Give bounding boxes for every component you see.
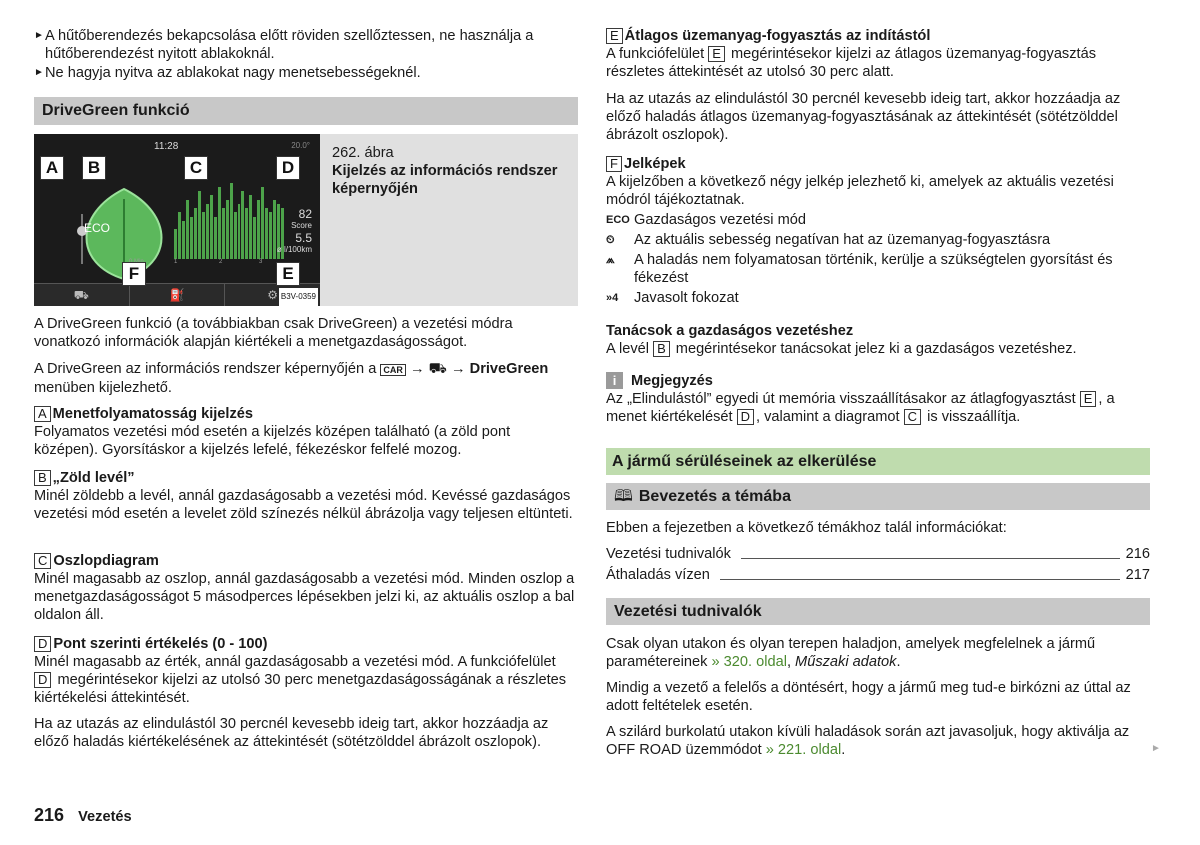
consumption-bar-chart [174,174,284,259]
toc-page[interactable]: 216 [1125,546,1150,562]
item-a [34,405,578,459]
tail-paragraph: Ha az utazás az elindulástól 30 percnél kevesebb ideig tart, akkor hozzáadja az előző haladás kiértékelésének az áttekintését (sötétzölddel ábrázolt oszlopok). [34,716,549,750]
item-text: megérintésekor kijelzi az utolsó 30 perc menetgazdaságosságának a részletes kiértékelési áttekintését. [34,672,567,706]
green-leaf-icon [64,184,174,284]
page-label: Vezetés [78,809,132,825]
chart-bar [218,187,221,259]
label-a: A [40,156,64,180]
chart-bar [265,208,268,259]
item-key: D [34,636,51,652]
chart-bar [178,212,181,259]
chart-bar [190,217,193,260]
symbol-row [606,211,1150,229]
label-d: D [276,156,300,180]
speedometer-icon: ⏲ [606,234,615,246]
item-text: Minél zöldebb a levél, annál gazdaságosabb a vezetési mód. Kevéssé gazdaságos vezetési mód esetén a levelet zöld színezés nélkül ábrázolja vagy teljesen eltünteti. [34,488,573,522]
para-text: Csak olyan utakon és olyan terepen haladjon, amelyek megfelelnek a jármű paramétereinek [606,636,1096,670]
consumption-value: 5.5 [295,231,312,245]
item-text: A kijelzőben a következő négy jelkép jelezhető ki, amelyek az aktuális vezetési módról tájékoztatnak. [606,174,1114,208]
bullet-item [34,64,578,82]
page-link[interactable]: » 221. oldal [765,742,842,758]
paragraph-1: Csak olyan utakon és olyan terepen haladjon, amelyek megfelelnek a jármű paramétereinek » 320. oldal, Műszaki adatok. [606,636,1096,670]
tips-block [606,322,1150,358]
chart-bar [230,183,233,260]
symbol-row [606,251,1150,287]
toc-label[interactable]: Vezetési tudnivalók [606,546,731,562]
chart-bar [257,200,260,260]
symbol-row [606,231,1150,249]
next-page-arrow-icon[interactable]: ► [1151,743,1161,754]
toc-page[interactable]: 217 [1125,567,1150,583]
item-d [34,635,578,707]
item-key: B [34,470,51,486]
chart-bar [206,204,209,259]
axis-label: 1 [174,259,178,265]
symbol-text: Javasolt fokozat [634,290,739,306]
item-key: A [34,406,51,422]
page-link[interactable]: » 320. oldal [711,654,787,670]
chart-bar [194,208,197,259]
para-text: A szilárd burkolatú utakon kívüli haladások során azt javasoljuk, hogy aktiválja az OFF ROAD üzemmódot [606,724,1130,758]
toc-leader [741,558,1120,559]
item-title: Oszlopdiagram [53,553,159,569]
toc-label[interactable]: Áthaladás vízen [606,567,710,583]
toc-row[interactable] [606,566,1150,584]
paragraph-3: A szilárd burkolatú utakon kívüli haladások során azt javasoljuk, hogy aktiválja az OFF ROAD üzemmódot » 221. oldal. [606,724,1130,758]
item-text: Minél magasabb az érték, annál gazdaságosabb a vezetési mód. A funkciófelület [34,654,556,670]
consumption-unit: ø l/100km [276,245,312,254]
tips-text: megérintésekor tanácsokat jelez ki a gazdaságos vezetéshez. [675,341,1077,357]
bullet-text: Ne hagyja nyitva az ablakokat nagy menetsebességeknél. [45,65,421,81]
item-key-inline: B [653,341,670,357]
chart-bar [226,200,229,260]
symbol-row [606,289,1150,307]
section-title-2: Vezetési tudnivalók [606,598,1150,625]
caption-text: Kijelzés az információs rendszer képernyőjén [332,163,558,197]
toc-row[interactable] [606,545,1150,563]
item-text: megérintésekor kijelzi az átlagos üzemanyag-fogyasztás részletes áttekintését az utolsó 30 perc alatt. [606,46,1096,80]
score-value: 82 [298,207,312,221]
toc-leader [720,579,1120,580]
label-e: E [276,262,300,286]
bullet-text: A hűtőberendezés bekapcsolása előtt röviden szellőztessen, ne használja a hűtőberendezést nyitott ablakoknál. [45,28,534,62]
chart-bar [269,212,272,259]
item-key-inline: E [1080,391,1097,407]
chart-bar [273,200,276,260]
item-c [34,552,578,624]
item-key: E [606,28,623,44]
item-title: „Zöld levél” [52,470,135,486]
label-f: F [122,262,146,286]
note-text: Az „Elindulástól” egyedi út memória visszaállításakor az átlagfogyasztást [606,391,1076,407]
item-key: C [34,553,51,569]
chart-bar [214,217,217,260]
chart-bar [241,191,244,259]
screen-button-bar [34,283,320,306]
caption-number: 262. ábra [332,145,394,161]
gear-recommendation-icon: »4 [606,292,619,304]
symbol-text: Gazdaságos vezetési mód [634,212,806,228]
chart-bar [198,191,201,259]
para-italic: Műszaki adatok [795,654,897,670]
chart-bar [186,200,189,260]
tips-title: Tanácsok a gazdaságos vezetéshez [606,323,854,339]
item-key-inline: C [904,409,921,425]
page-number: 216 [34,805,65,825]
item-b [34,469,578,523]
chart-bar [182,221,185,259]
path-text: A DriveGreen az információs rendszer képernyőjén a [34,361,377,377]
menu-name: DriveGreen [469,361,549,377]
settings-gear-icon[interactable]: ⚙ [267,288,279,302]
label-b: B [82,156,106,180]
clock-text: 11:28 [154,141,179,152]
item-text: Folyamatos vezetési mód esetén a kijelzés középen található (a zöld pont középen). Gyorsításkor a kijelzés lefelé, fékezéskor felfelé mozog. [34,424,511,458]
book-icon: 🕮 [614,488,633,505]
intro-title: Bevezetés a témába [638,488,791,505]
path-arrow: → ⛟ → [409,361,466,377]
bullet-item [34,27,578,63]
temperature-text: 20.0° [291,141,310,150]
label-c: C [184,156,208,180]
intro-paragraph-path [34,360,578,397]
chart-bar [261,187,264,259]
chart-bar [202,212,205,259]
bullet-arrow-icon: ► [34,67,44,78]
paragraph-2: Mindig a vezető a felelős a döntésért, hogy a jármű meg tud-e birkózni az úttal az adott feltételek esetén. [606,680,1131,714]
note-text: , a menet kiértékelését [606,391,1115,425]
chart-bar [222,208,225,259]
car-icon[interactable]: ⛟ [34,284,130,306]
note-text: is visszaállítja. [927,409,1021,425]
item-title: Jelképek [623,156,686,172]
item-key-inline: D [34,672,51,688]
symbol-text: A haladás nem folyamatosan történik, kerülje a szükségtelen gyorsítást és fékezést [634,252,1113,286]
chart-bar [210,195,213,259]
item-title: Átlagos üzemanyag-fogyasztás az indítástól [624,28,931,44]
score-label: Score [291,221,312,230]
axis-label: 2 [219,259,223,265]
figure-caption-panel [320,134,578,306]
chart-bar [245,208,248,259]
symbol-text: Az aktuális sebesség negatívan hat az üzemanyag-fogyasztásra [634,232,1051,248]
chart-bar [249,195,252,259]
section-title: DriveGreen funkció [34,97,578,125]
path-text-end: menüben kijelezhető. [34,380,172,396]
item-e [606,27,1150,81]
item-key: F [606,156,622,172]
item-key-inline: D [737,409,754,425]
tips-text: A levél [606,341,649,357]
intro-text: Ebben a fejezetben a következő témákhoz talál információkat: [606,520,1007,536]
eco-leaf-text: ECO [84,221,111,235]
item-title: Menetfolyamatosság kijelzés [52,406,254,422]
chapter-title: A jármű sérüléseinek az elkerülése [606,448,1150,475]
e-tail-paragraph: Ha az utazás az elindulástól 30 percnél kevesebb ideig tart, akkor hozzáadja az előző haladás átlagos üzemanyag-fogyasztásának az áttekintését (sötétzölddel ábrázolt oszlopok). [606,91,1121,143]
item-f [606,155,1150,307]
item-key-inline: E [708,46,725,62]
car-button-icon: CAR [380,364,406,376]
info-icon: i [606,372,623,389]
eco-icon: ECO [606,214,630,226]
item-title: Pont szerinti értékelés (0 - 100) [53,636,268,652]
page-footer [34,806,578,826]
chart-bar [238,204,241,259]
item-text: A funkciófelület [606,46,705,62]
chart-bar [234,212,237,259]
note-title: Megjegyzés [631,373,713,389]
axis-label: 3 [259,259,263,265]
note-block [606,372,1150,426]
infotainment-screen-figure [34,134,320,306]
wave-icon: ⩕ [606,254,615,266]
fuel-icon[interactable]: ⛽ [130,284,226,306]
figure-code: B3V-0359 [279,288,318,306]
intro-title-bar [606,483,1150,510]
chart-bar [253,217,256,260]
note-text: , valamint a diagramot [756,409,900,425]
item-text: Minél magasabb az oszlop, annál gazdaságosabb a vezetési mód. Minden oszlop a menetgazdaságosságot 5 másodperces lépésekben jelzi ki, az aktuális oszlop a bal oldalon áll. [34,571,575,623]
intro-paragraph: A DriveGreen funkció (a továbbiakban csak DriveGreen) a vezetési módra vonatkozó információk alapján kiértékeli a menetgazdaságosságot. [34,316,513,350]
bullet-arrow-icon: ► [34,30,44,41]
